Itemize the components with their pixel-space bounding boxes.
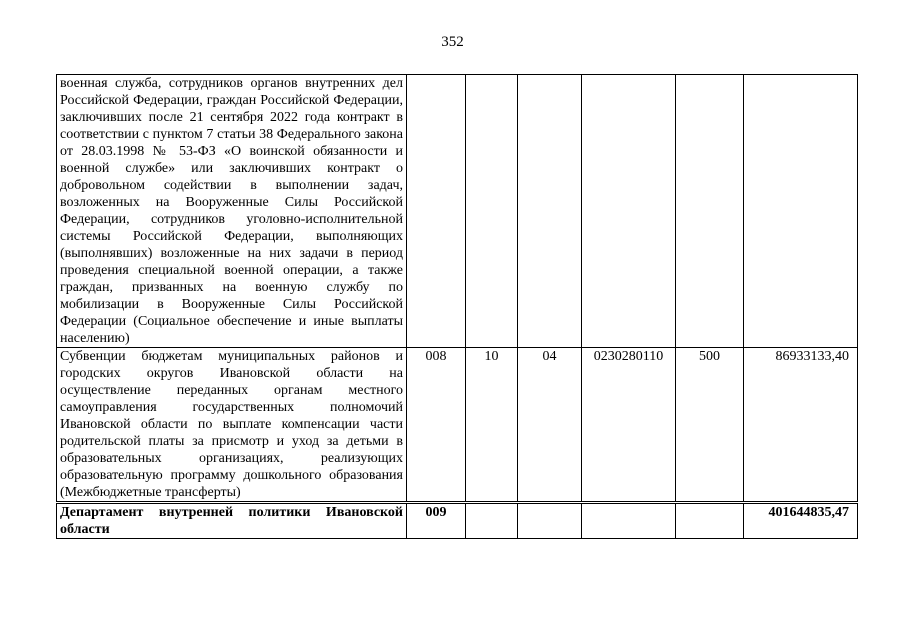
target-article-cell xyxy=(582,75,676,348)
row-description: Департамент внутренней политики Ивановской области xyxy=(57,503,407,539)
ministry-code-cell: 008 xyxy=(407,348,466,503)
expense-type-cell xyxy=(676,503,744,539)
row-description: Субвенции бюджетам муниципальных районов и городских округов Ивановской области на осуществление переданных органам местного самоуправления государственных полномочий Ивановской области по выплате компенсации части родительской платы за присмотр и уход за детьми в образовательных организациях, реализующих образовательную программу дошкольного образования (Межбюджетные трансферты) xyxy=(57,348,407,503)
subsection-code-cell: 04 xyxy=(518,348,582,503)
amount-cell: 401644835,47 xyxy=(744,503,858,539)
ministry-code-cell xyxy=(407,75,466,348)
ministry-code-cell: 009 xyxy=(407,503,466,539)
expense-type-cell xyxy=(676,75,744,348)
target-article-cell xyxy=(582,503,676,539)
budget-table xyxy=(56,74,858,539)
page-number: 352 xyxy=(441,34,464,50)
table-row xyxy=(57,503,858,539)
subsection-code-cell xyxy=(518,75,582,348)
target-article-cell: 0230280110 xyxy=(582,348,676,503)
amount-cell: 86933133,40 xyxy=(744,348,858,503)
subsection-code-cell xyxy=(518,503,582,539)
section-code-cell xyxy=(466,503,518,539)
table-row xyxy=(57,348,858,503)
table-row xyxy=(57,75,858,348)
section-code-cell xyxy=(466,75,518,348)
section-code-cell: 10 xyxy=(466,348,518,503)
expense-type-cell: 500 xyxy=(676,348,744,503)
row-description: военная служба, сотрудников органов внутренних дел Российской Федерации, граждан Российской Федерации, заключивших после 21 сентября 2022 года контракт в соответствии с пунктом 7 статьи 38 Федерального закона от 28.03.1998 № 53-ФЗ «О воинской обязанности и военной службе» или заключивших контракт о добровольном содействии в выполнении задач, возложенных на Вооруженные Силы Российской Федерации, сотрудников уголовно-исполнительной системы Российской Федерации, выполняющих (выполнявших) возложенные на них задачи в период проведения специальной военной операции, а также граждан, призванных на военную службу по мобилизации в Вооруженные Силы Российской Федерации (Социальное обеспечение и иные выплаты населению) xyxy=(57,75,407,348)
amount-cell xyxy=(744,75,858,348)
